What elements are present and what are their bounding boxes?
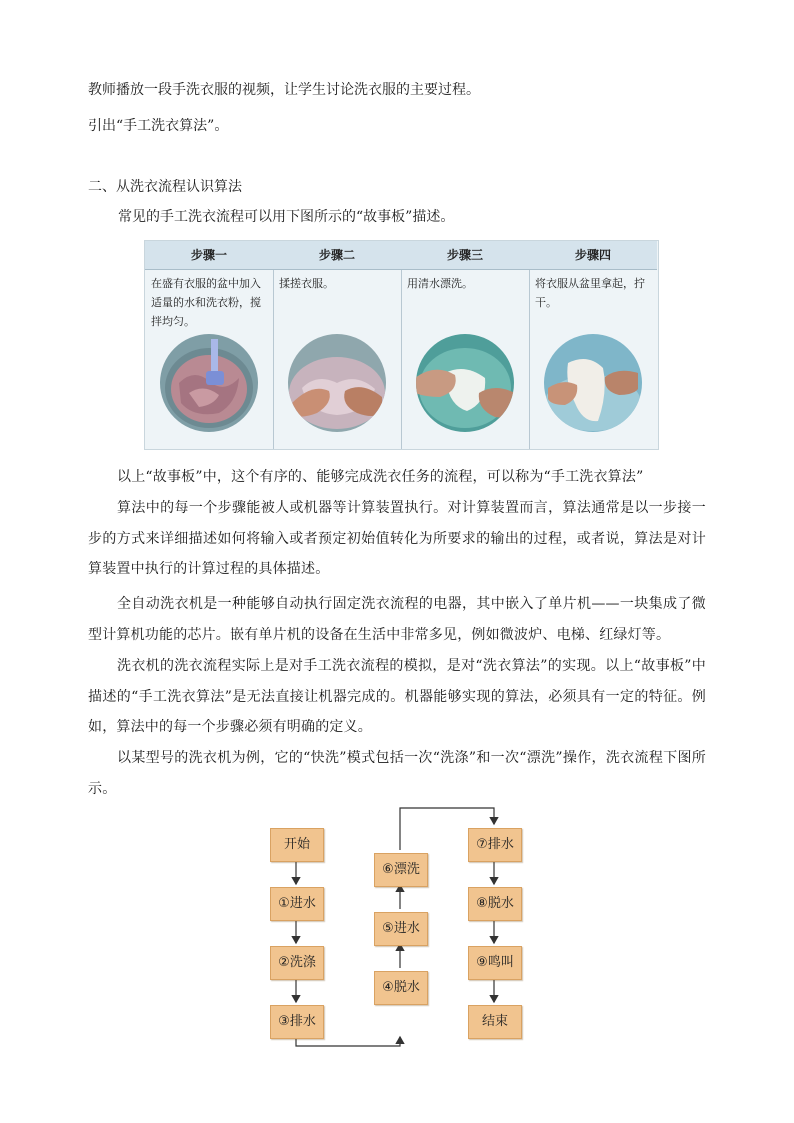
- paragraph-washing-machine: 全自动洗衣机是一种能够自动执行固定洗衣流程的电器，其中嵌入了单片机——一块集成了微型计算机功能的芯片。嵌有单片机的设备在生活中非常多见，例如微波炉、电梯、红绿灯等。: [88, 596, 706, 643]
- flow-node-inlet-water-1: ①进水: [270, 887, 324, 921]
- flow-node-rinse: ⑥漂洗: [374, 853, 428, 887]
- flow-node-start: 开始: [270, 828, 324, 862]
- storyboard-step-text: 用清水漂洗。: [407, 277, 473, 290]
- paragraph-algorithm-features: 洗衣机的洗衣流程实际上是对手工洗衣流程的模拟，是对“洗衣算法”的实现。以上“故事板”中描述的“手工洗衣算法”是无法直接让机器完成的。机器能够实现的算法，必须具有一定的特征。例如，算法中的每一个步骤必须有明确的定义。: [88, 658, 706, 735]
- storyboard-step-2: [273, 241, 402, 449]
- intro-line-2: 引出“手工洗衣算法”。: [88, 118, 229, 134]
- storyboard-step-4: [529, 241, 657, 449]
- flow-node-inlet-water-2: ⑤进水: [374, 912, 428, 946]
- storyboard-step-title: 步骤一: [145, 241, 273, 270]
- clothes-soaking-basin-photo: [159, 333, 259, 433]
- flow-node-drain-2: ⑦排水: [468, 828, 522, 862]
- storyboard-step-text: 在盛有衣服的盆中加入适量的水和洗衣粉，搅拌均匀。: [151, 277, 261, 328]
- flow-node-spin-1: ④脱水: [374, 971, 428, 1005]
- storyboard-step-title: 步骤四: [529, 241, 657, 270]
- storyboard-figure: [144, 240, 659, 450]
- hands-wringing-clothes-photo: [543, 333, 643, 433]
- storyboard-step-3: [401, 241, 530, 449]
- flow-node-end: 结束: [468, 1005, 522, 1039]
- intro-line-1: 教师播放一段手洗衣服的视频，让学生讨论洗衣服的主要过程。: [88, 82, 480, 98]
- paragraph-quick-wash: 以某型号的洗衣机为例，它的“快洗”模式包括一次“洗涤”和一次“漂洗”操作，洗衣流程下图所示。: [88, 750, 706, 797]
- flow-node-beep: ⑨鸣叫: [468, 946, 522, 980]
- paragraph-storyboard-summary: 以上“故事板”中，这个有序的、能够完成洗衣任务的流程，可以称为“手工洗衣算法”: [117, 469, 644, 485]
- storyboard-step-text: 揉搓衣服。: [279, 277, 334, 290]
- flow-node-wash: ②洗涤: [270, 946, 324, 980]
- flow-node-spin-2: ⑧脱水: [468, 887, 522, 921]
- hands-rinsing-clothes-photo: [415, 333, 515, 433]
- flow-node-drain-1: ③排水: [270, 1005, 324, 1039]
- storyboard-step-1: [145, 241, 274, 449]
- storyboard-step-title: 步骤三: [401, 241, 529, 270]
- section-heading: 二、从洗衣流程认识算法: [88, 179, 242, 195]
- storyboard-step-title: 步骤二: [273, 241, 401, 270]
- section-lead: 常见的手工洗衣流程可以用下图所示的“故事板”描述。: [118, 209, 455, 225]
- hands-scrubbing-clothes-photo: [287, 333, 387, 433]
- paragraph-algorithm-definition: 算法中的每一个步骤能被人或机器等计算装置执行。对计算装置而言，算法通常是以一步接一步的方式来详细描述如何将输入或者预定初始值转化为所要求的输出的过程，或者说，算法是对计算装置中执行的计算过程的具体描述。: [88, 500, 706, 577]
- storyboard-step-text: 将衣服从盆里拿起，拧干。: [535, 277, 645, 309]
